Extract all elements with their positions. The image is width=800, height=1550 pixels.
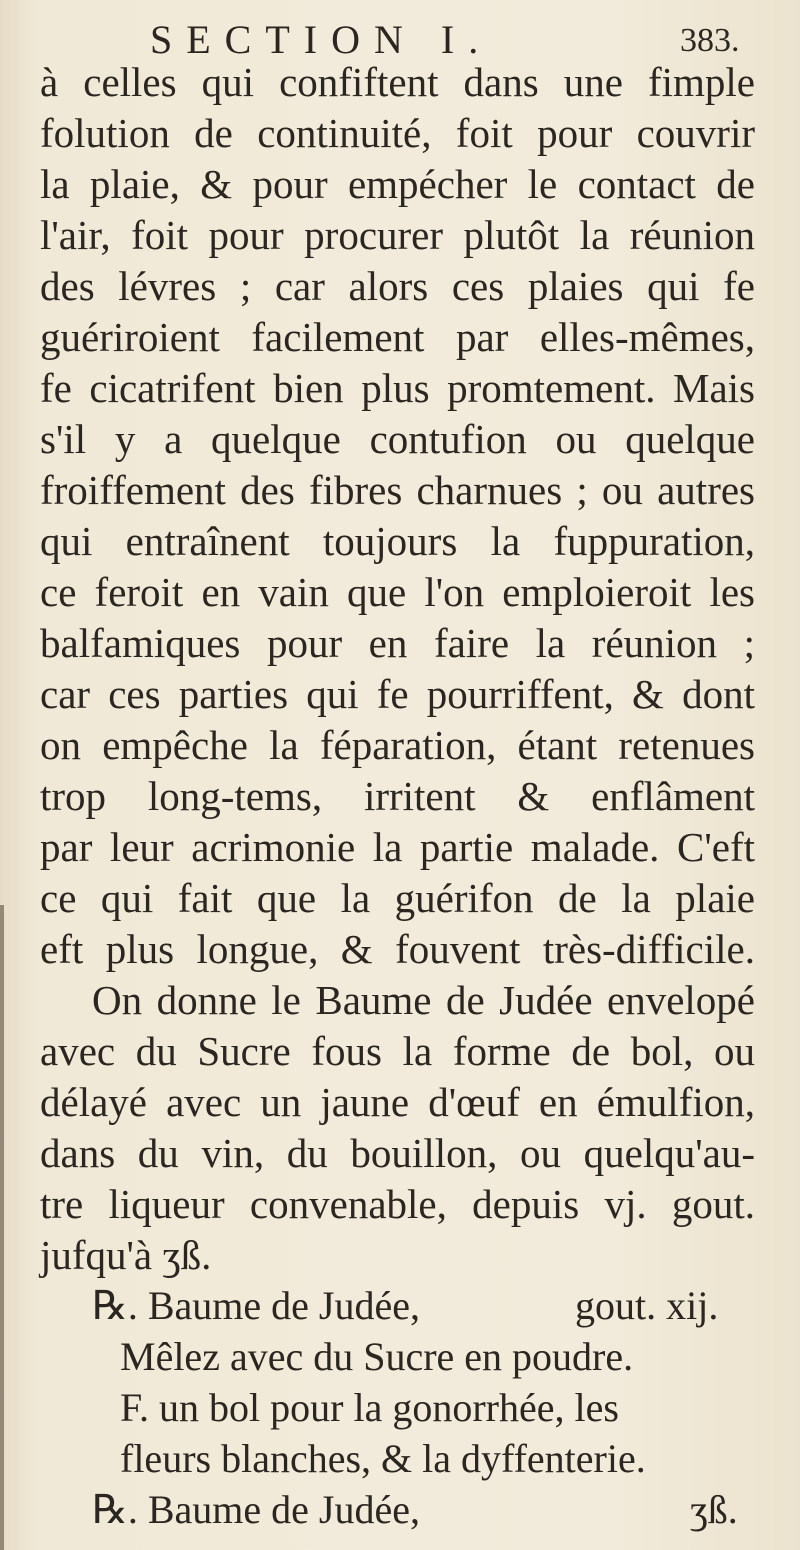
recipe-title: F. un bol pour la gonorrhée, les [120, 1385, 619, 1430]
page-number: 383. [680, 22, 740, 59]
text-line: qui entraînent toujours la fuppuration, [40, 518, 755, 564]
text-line: eft plus longue, & fouvent très-difficile. [40, 926, 755, 972]
text-line: avec du Sucre fous la forme de bol, ou [40, 1028, 755, 1074]
recipe-quantity: gout. xij. [575, 1283, 719, 1328]
text-line: On donne le Baume de Judée envelopé [92, 977, 755, 1023]
recipe-ingredient: ℞. Baume de Judée, [92, 1487, 420, 1532]
text-line: guériroient facilement par elles-mêmes, [40, 314, 755, 360]
text-line: car ces parties qui fe pourriffent, & dont [40, 671, 755, 717]
page-edge-shadow [0, 905, 4, 1550]
text-line: ce feroit en vain que l'on emploieroit les [40, 569, 755, 615]
recipe-instruction: Mêlez avec du Sucre en poudre. [120, 1334, 634, 1379]
text-line: la plaie, & pour empécher le contact de [40, 161, 755, 207]
text-line: délayé avec un jaune d'œuf en émulfion, [40, 1079, 755, 1125]
text-line: tre liqueur convenable, depuis vj. gout. [40, 1181, 755, 1227]
text-line: par leur acrimonie la partie malade. C'eft [40, 824, 755, 870]
recipe-ingredient: ℞. Baume de Judée, [92, 1283, 420, 1328]
text-line: jufqu'à ʒß. [40, 1232, 212, 1278]
text-line: fe cicatrifent bien plus promtement. Mais [40, 365, 755, 411]
recipe-quantity: ʒß. [690, 1487, 738, 1532]
text-line: on empêche la féparation, étant retenues [40, 722, 755, 768]
text-line: froiffement des fibres charnues ; ou autres [40, 467, 755, 513]
text-line: l'air, foit pour procurer plutôt la réunion [40, 212, 755, 258]
text-line: des lévres ; car alors ces plaies qui fe [40, 263, 755, 309]
text-line: ce qui fait que la guérifon de la plaie [40, 875, 755, 921]
text-line: balfamiques pour en faire la réunion ; [40, 620, 755, 666]
recipe-title: fleurs blanches, & la dyffenterie. [120, 1436, 646, 1481]
running-head: SECTION I. [150, 17, 493, 62]
text-line: dans du vin, du bouillon, ou quelqu'au- [40, 1130, 755, 1176]
text-line: s'il y a quelque contufion ou quelque [40, 416, 755, 462]
text-line: trop long-tems, irritent & enflâment [40, 773, 755, 819]
page-header [0, 8, 800, 62]
text-line: folution de continuité, foit pour couvrir [40, 110, 755, 156]
text-line: à celles qui confiftent dans une fimple [40, 59, 755, 105]
